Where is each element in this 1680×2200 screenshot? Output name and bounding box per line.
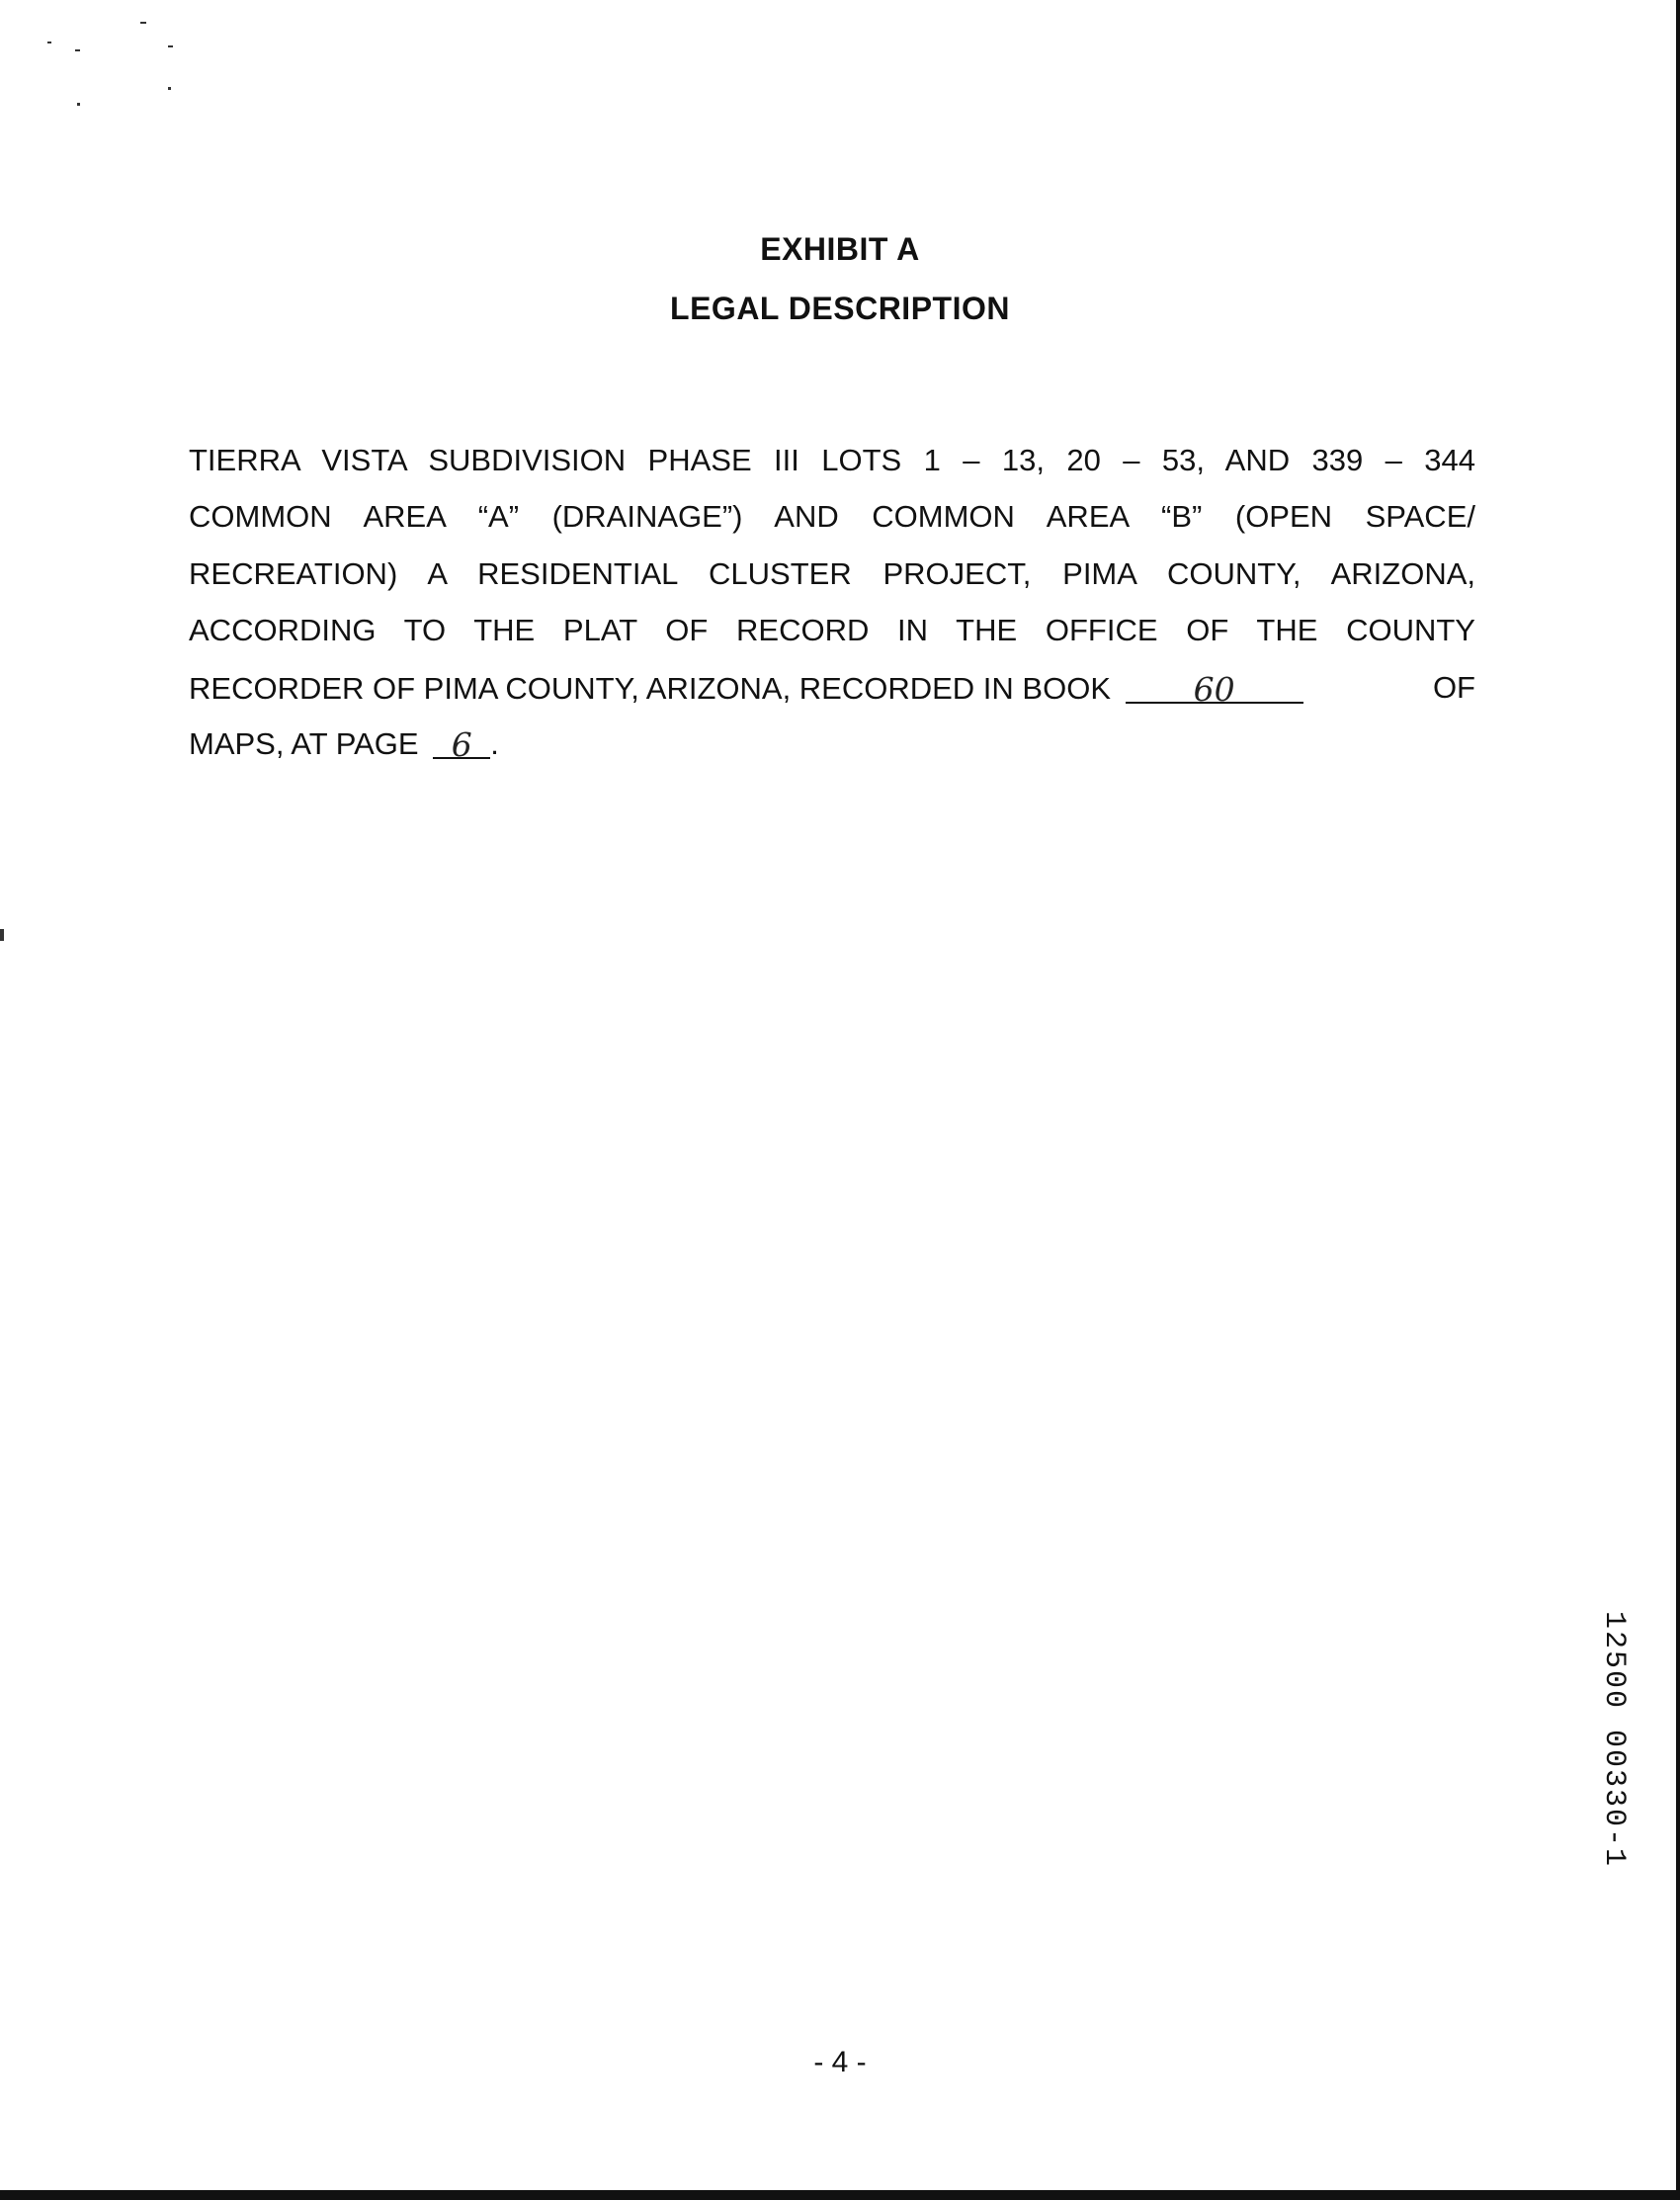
legal-text-line-page — [189, 723, 1475, 764]
legal-text-book-prefix: RECORDER OF PIMA COUNTY, ARIZONA, RECORDED IN BOOK — [189, 671, 1111, 706]
scan-speck — [75, 49, 80, 51]
scan-speck — [77, 103, 80, 106]
scan-speck — [168, 87, 171, 90]
legal-description-heading: LEGAL DESCRIPTION — [670, 291, 1010, 326]
scan-speck — [168, 45, 173, 47]
legal-text-line: COMMON AREA “A” (DRAINAGE”) AND COMMON AREA “B” (OPEN SPACE/ — [189, 499, 1475, 534]
page-number-handwritten: 6 — [451, 725, 472, 764]
recording-stamp: 12500 00330-1 — [1597, 1611, 1631, 1869]
page-number: - 4 - — [813, 2046, 867, 2078]
page-number-blank — [433, 723, 490, 764]
legal-text-page-prefix: MAPS, AT PAGE — [189, 726, 419, 761]
book-number-handwritten: 60 — [1193, 670, 1235, 709]
scan-edge-right — [1676, 0, 1680, 2200]
scan-speck — [47, 42, 51, 43]
legal-text-line: RECREATION) A RESIDENTIAL CLUSTER PROJECT, PIMA COUNTY, ARIZONA, — [189, 556, 1475, 591]
legal-text-line-book — [189, 668, 1475, 709]
legal-text-line: TIERRA VISTA SUBDIVISION PHASE III LOTS 1 – 13, 20 – 53, AND 339 – 344 — [189, 443, 1475, 477]
book-number-blank — [1126, 668, 1303, 709]
legal-text-line: ACCORDING TO THE PLAT OF RECORD IN THE OFFICE OF THE COUNTY — [189, 613, 1475, 647]
scan-speck — [0, 929, 4, 941]
exhibit-title: EXHIBIT A — [760, 231, 920, 267]
legal-text-page-suffix: . — [490, 726, 499, 761]
scan-speck — [140, 22, 146, 24]
legal-text-book-suffix: OF — [1432, 670, 1475, 705]
scan-edge-bottom — [0, 2190, 1680, 2200]
